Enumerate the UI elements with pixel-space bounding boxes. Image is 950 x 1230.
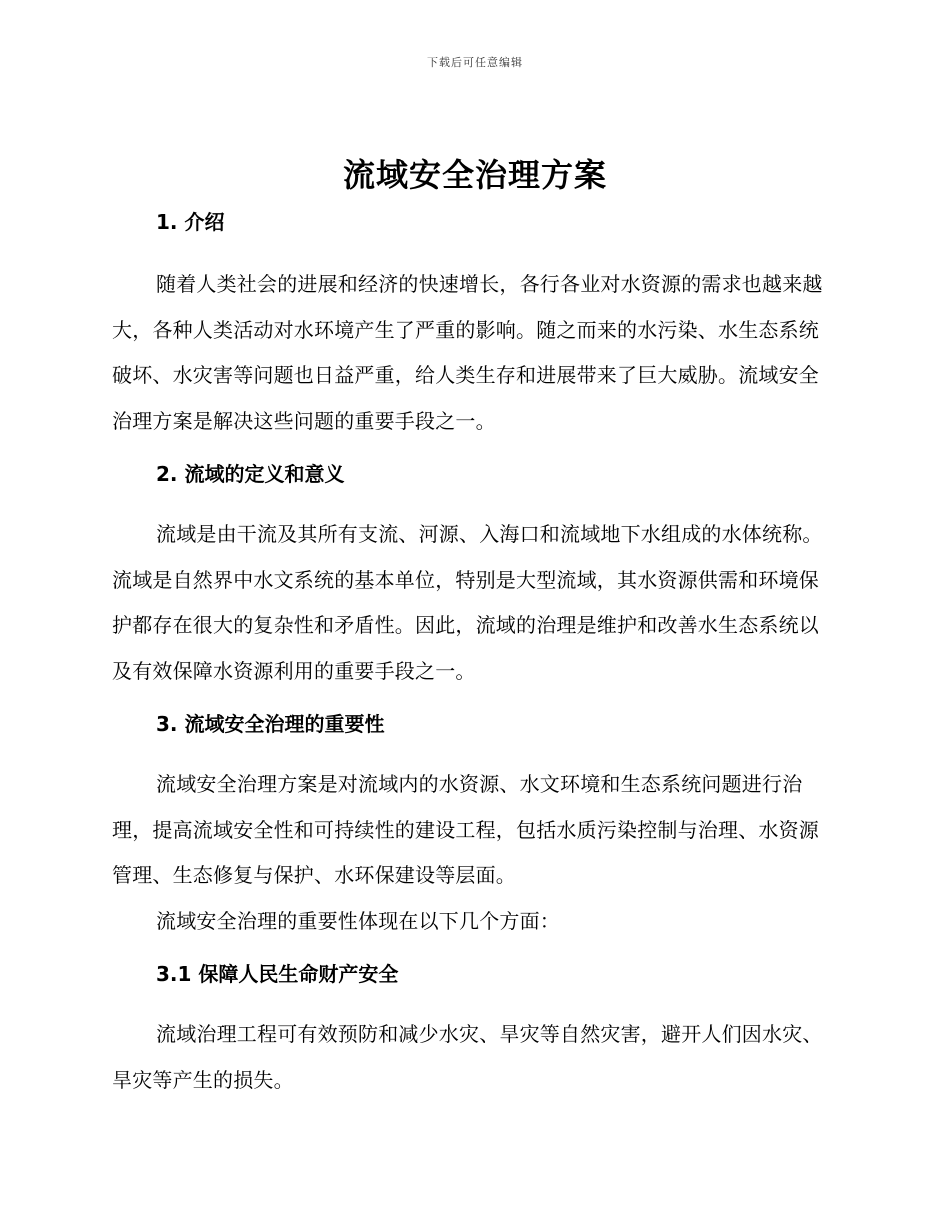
document-title: 流域安全治理方案 xyxy=(342,156,607,194)
document-body xyxy=(112,206,832,1103)
paragraph-importance-intro: 流域安全治理的重要性体现在以下几个方面： xyxy=(156,908,560,933)
paragraph-introduction: 随着人类社会的进展和经济的快速增长，各行各业对水资源的需求也越来越大，各种人类活动对水环境产生了严重的影响。随之而来的水污染、水生态系统破坏、水灾害等问题也日益严重，给人类生存和进展带来了巨大威胁。流域安全治理方案是解决这些问题的重要手段之一。 xyxy=(112,272,823,433)
paragraph-definition: 流域是由干流及其所有支流、河源、入海口和流域地下水组成的水体统称。流域是自然界中水文系统的基本单位，特别是大型流域，其水资源供需和环境保护都存在很大的复杂性和矛盾性。因此，流域的治理是维护和改善水生态系统以及有效保障水资源利用的重要手段之一。 xyxy=(112,522,823,683)
section-heading-introduction: 1. 介绍 xyxy=(156,210,225,234)
header-note: 下载后可任意编辑 xyxy=(427,56,523,69)
paragraph-safety: 流域治理工程可有效预防和减少水灾、旱灾等自然灾害，避开人们因水灾、旱灾等产生的损失。 xyxy=(112,1022,823,1092)
section-heading-importance: 3. 流域安全治理的重要性 xyxy=(156,712,385,736)
section-heading-definition: 2. 流域的定义和意义 xyxy=(156,462,345,486)
paragraph-importance: 流域安全治理方案是对流域内的水资源、水文环境和生态系统问题进行治理，提高流域安全性和可持续性的建设工程，包括水质污染控制与治理、水资源管理、生态修复与保护、水环保建设等层面。 xyxy=(112,772,819,887)
subsection-heading-safety: 3.1 保障人民生命财产安全 xyxy=(156,962,399,986)
